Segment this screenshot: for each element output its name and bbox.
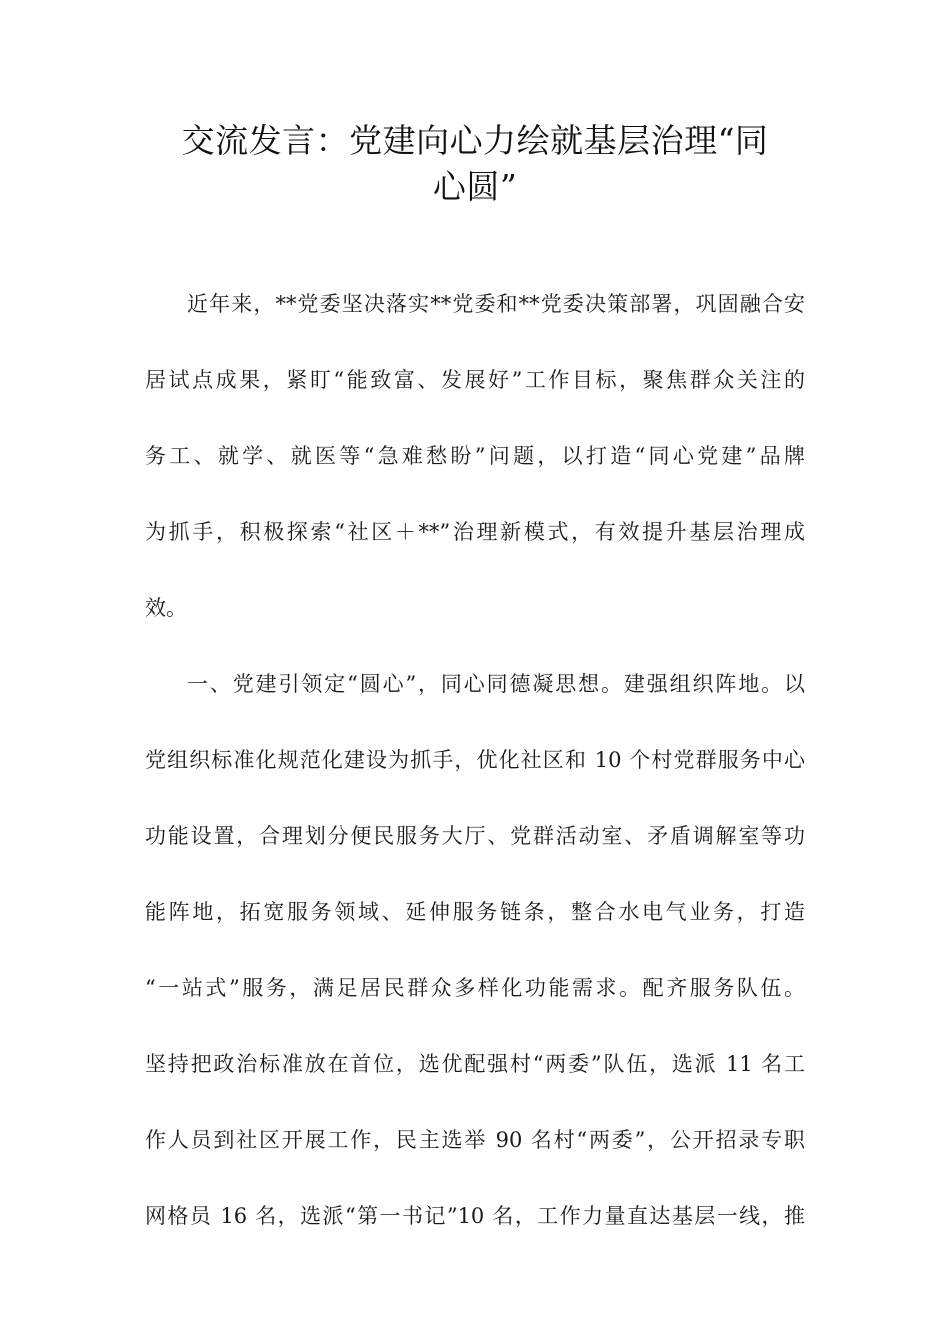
paragraph-2-line-2: 党组织标准化规范化建设为抓手，优化社区和 10 个村党群服务中心 — [145, 748, 805, 772]
document-title — [145, 118, 805, 210]
paragraph-1-line-3: 务工、就学、就医等“急难愁盼”问题，以打造“同心党建”品牌 — [145, 444, 805, 468]
paragraph-2-line-5: “一站式”服务，满足居民群众多样化功能需求。配齐服务队伍。 — [145, 976, 805, 1000]
title-line-2: 心圆” — [432, 167, 518, 206]
paragraph-2-line-7: 作人员到社区开展工作，民主选举 90 名村“两委”，公开招录专职 — [145, 1128, 805, 1152]
paragraph-1-line-5: 效。 — [145, 596, 187, 620]
paragraph-2-line-6: 坚持把政治标准放在首位，选优配强村“两委”队伍，选派 11 名工 — [145, 1052, 805, 1076]
document-body — [145, 280, 805, 1268]
paragraph-2-line-3: 功能设置，合理划分便民服务大厅、党群活动室、矛盾调解室等功 — [145, 824, 805, 848]
paragraph-2-line-4: 能阵地，拓宽服务领域、延伸服务链条，整合水电气业务，打造 — [145, 900, 805, 924]
paragraph-1-line-2: 居试点成果，紧盯“能致富、发展好”工作目标，聚焦群众关注的 — [145, 368, 805, 392]
paragraph-2-line-8: 网格员 16 名，选派“第一书记”10 名，工作力量直达基层一线，推 — [145, 1204, 805, 1228]
paragraph-1-line-1: 近年来，**党委坚决落实**党委和**党委决策部署，巩固融合安 — [187, 292, 805, 316]
paragraph-1-line-4: 为抓手，积极探索“社区＋**”治理新模式，有效提升基层治理成 — [145, 520, 805, 544]
paragraph-2-line-1: 一、党建引领定“圆心”，同心同德凝思想。建强组织阵地。以 — [187, 672, 805, 696]
title-line-1: 交流发言：党建向心力绘就基层治理“同 — [181, 121, 769, 160]
